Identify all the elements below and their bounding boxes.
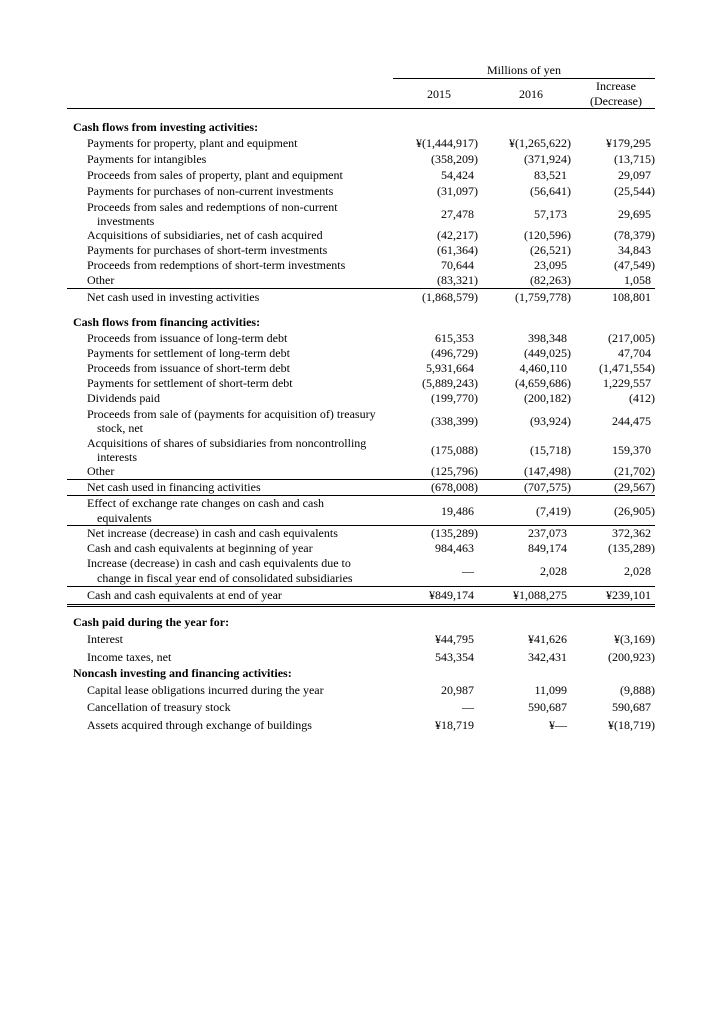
unit-label: Millions of yen: [393, 62, 655, 79]
value-2015: 543,354: [435, 650, 474, 664]
value-change: ¥(3,169): [614, 632, 655, 646]
table-row: [67, 330, 655, 346]
value-2015: —: [462, 700, 474, 714]
value-2016: 11,099: [534, 683, 567, 697]
value-2015: 27,478: [441, 206, 474, 221]
value-change: (135,289): [608, 541, 655, 555]
total-row: [67, 288, 655, 304]
row-label: Payments for settlement of short-term debt: [87, 376, 293, 390]
value-change: 29,097: [618, 168, 651, 182]
row-label: Proceeds from issuance of long-term debt: [87, 331, 288, 345]
total-row: [67, 587, 655, 607]
table-row: [67, 630, 655, 648]
value-2016: ¥(1,265,622): [509, 136, 571, 150]
value-change: (1,471,554): [599, 361, 655, 375]
value-change: (21,702): [614, 464, 655, 478]
value-2015: (496,729): [431, 346, 478, 360]
table-row: [67, 556, 655, 587]
row-label: Cash and cash equivalents at beginning of year: [87, 541, 313, 555]
table-row: [67, 391, 655, 406]
value-change: 34,843: [618, 243, 651, 257]
row-label: Assets acquired through exchange of buildings: [87, 718, 312, 732]
value-2016: (56,641): [530, 184, 571, 198]
value-2016: (120,596): [524, 228, 571, 242]
table-row: [67, 648, 655, 666]
value-2016: (82,263): [530, 273, 571, 287]
value-2016: 590,687: [528, 700, 567, 714]
table-row: [67, 228, 655, 243]
value-change: (47,549): [614, 258, 655, 272]
section-heading: Cash flows from financing activities:: [73, 315, 261, 329]
value-2016: (1,759,778): [515, 290, 571, 304]
row-label: Cash and cash equivalents at end of year: [87, 588, 282, 602]
row-label: Proceeds from sale of (payments for acquisition of) treasury stock, net: [87, 406, 376, 435]
value-2016: 398,348: [528, 331, 567, 345]
section-heading-row: [67, 614, 655, 630]
section-heading-row: [67, 119, 655, 135]
table-row: [67, 681, 655, 699]
value-2016: (449,025): [524, 346, 571, 360]
section-heading: Cash flows from investing activities:: [73, 120, 259, 134]
value-2015: (83,321): [437, 273, 478, 287]
row-label: Proceeds from sales of property, plant and equipment: [87, 168, 343, 182]
value-change: 372,362: [612, 526, 651, 540]
table-row: [67, 243, 655, 258]
value-2015: ¥44,795: [435, 632, 474, 646]
value-2016: ¥41,626: [528, 632, 567, 646]
value-2016: 237,073: [528, 526, 567, 540]
table-row: [67, 167, 655, 183]
value-2015: (31,097): [437, 184, 478, 198]
row-label: Payments for purchases of non-current investments: [87, 184, 334, 198]
column-header-change: Increase (Decrease): [590, 79, 642, 108]
value-2015: (338,399): [431, 413, 478, 428]
row-label: Increase (decrease) in cash and cash equivalents due to change in fiscal year end of consolidated subsidiaries: [87, 556, 353, 585]
row-label: Acquisitions of shares of subsidiaries from noncontrolling interests: [87, 435, 367, 464]
value-2016: ¥—: [549, 718, 567, 732]
column-header-row: [67, 79, 655, 109]
value-2015: ¥(1,444,917): [416, 136, 478, 150]
value-2015: (125,796): [431, 464, 478, 478]
value-2016: (200,182): [524, 391, 571, 405]
row-label: Proceeds from redemptions of short-term investments: [87, 258, 346, 272]
row-label: Cancellation of treasury stock: [87, 700, 231, 714]
value-2016: (707,575): [524, 480, 571, 494]
value-2015: 984,463: [435, 541, 474, 555]
table-row: [67, 135, 655, 151]
value-2015: (61,364): [437, 243, 478, 257]
table-row: [67, 406, 655, 435]
value-2016: (26,521): [530, 243, 571, 257]
value-change: (217,005): [608, 331, 655, 345]
value-change: 47,704: [618, 346, 651, 360]
row-label: Net cash used in investing activities: [87, 290, 260, 304]
table-row: [67, 496, 655, 526]
value-2015: —: [462, 563, 474, 578]
value-change: (200,923): [608, 650, 655, 664]
row-label: Effect of exchange rate changes on cash and cash equivalents: [87, 496, 324, 525]
table-row: [67, 716, 655, 734]
table-row: [67, 376, 655, 391]
value-2016: 4,460,110: [519, 361, 567, 375]
value-2015: (678,008): [431, 480, 478, 494]
row-label: Payments for settlement of long-term debt: [87, 346, 290, 360]
row-label: Net increase (decrease) in cash and cash equivalents: [87, 526, 338, 540]
table-row: [67, 435, 655, 464]
value-change: ¥239,101: [606, 588, 651, 602]
value-2016: 849,174: [528, 541, 567, 555]
value-2015: 20,987: [441, 683, 474, 697]
row-label: Capital lease obligations incurred during the year: [87, 683, 324, 697]
value-2016: (93,924): [530, 413, 571, 428]
value-2016: 57,173: [534, 206, 567, 221]
value-change: (26,905): [614, 503, 655, 518]
value-change: 108,801: [612, 290, 651, 304]
row-label: Proceeds from sales and redemptions of non-current investments: [87, 199, 338, 228]
section-heading-row: [67, 314, 655, 330]
value-change: (13,715): [614, 152, 655, 166]
value-change: (29,567): [614, 480, 655, 494]
value-change: (412): [629, 391, 655, 405]
value-change: 1,229,557: [603, 376, 651, 390]
row-label: Income taxes, net: [87, 650, 172, 664]
value-change: ¥(18,719): [608, 718, 655, 732]
value-2015: 5,931,664: [426, 361, 474, 375]
value-2016: (15,718): [530, 442, 571, 457]
value-2016: (147,498): [524, 464, 571, 478]
value-change: (78,379): [614, 228, 655, 242]
row-label: Net cash used in financing activities: [87, 480, 261, 494]
value-2016: 2,028: [540, 563, 567, 578]
value-2015: (135,289): [431, 526, 478, 540]
value-2015: 54,424: [441, 168, 474, 182]
table-row: [67, 464, 655, 479]
value-2015: 19,486: [441, 503, 474, 518]
table-row: [67, 183, 655, 199]
table-row: [67, 699, 655, 716]
value-2015: 615,353: [435, 331, 474, 345]
row-label: Other: [87, 464, 115, 478]
unit-header-row: [67, 62, 655, 79]
row-label: Other: [87, 273, 115, 287]
total-row: [67, 479, 655, 496]
table-row: [67, 258, 655, 273]
value-2016: 342,431: [528, 650, 567, 664]
row-label: Interest: [87, 632, 123, 646]
value-2015: (1,868,579): [422, 290, 478, 304]
section-heading-row: [67, 666, 655, 681]
value-2015: (175,088): [431, 442, 478, 457]
table-row: [67, 199, 655, 228]
value-change: 590,687: [612, 700, 651, 714]
value-change: 159,370: [612, 442, 651, 457]
row-label: Dividends paid: [87, 391, 160, 405]
value-2016: 83,521: [534, 168, 567, 182]
value-change: 244,475: [612, 413, 651, 428]
value-2016: 23,095: [534, 258, 567, 272]
value-2016: (4,659,686): [515, 376, 571, 390]
cash-flow-statement: [67, 62, 655, 734]
table-row: [67, 541, 655, 556]
value-change: 1,058: [624, 273, 651, 287]
unit-header-spacer: [67, 62, 393, 79]
column-header-2016: 2016: [519, 86, 543, 101]
value-2015: (358,209): [431, 152, 478, 166]
row-label: Payments for purchases of short-term investments: [87, 243, 328, 257]
table-row: [67, 151, 655, 167]
value-change: 2,028: [624, 563, 651, 578]
row-label: Payments for intangibles: [87, 152, 207, 166]
column-header-2015: 2015: [427, 86, 451, 101]
value-2015: (5,889,243): [422, 376, 478, 390]
value-2015: 70,644: [441, 258, 474, 272]
value-2015: ¥849,174: [429, 588, 474, 602]
row-label: Payments for property, plant and equipment: [87, 136, 298, 150]
value-change: 29,695: [618, 206, 651, 221]
value-2016: (7,419): [536, 503, 571, 518]
value-2016: ¥1,088,275: [513, 588, 567, 602]
table-row: [67, 526, 655, 541]
table-row: [67, 346, 655, 361]
table-row: [67, 273, 655, 288]
value-2015: ¥18,719: [435, 718, 474, 732]
value-change: ¥179,295: [606, 136, 651, 150]
value-2015: (199,770): [431, 391, 478, 405]
value-change: (25,544): [614, 184, 655, 198]
value-2015: (42,217): [437, 228, 478, 242]
row-label: Acquisitions of subsidiaries, net of cash acquired: [87, 228, 323, 242]
section-heading: Noncash investing and financing activities:: [73, 666, 292, 680]
row-label: Proceeds from issuance of short-term debt: [87, 361, 290, 375]
table-row: [67, 361, 655, 376]
section-heading: Cash paid during the year for:: [73, 615, 230, 629]
value-change: (9,888): [620, 683, 655, 697]
value-2016: (371,924): [524, 152, 571, 166]
